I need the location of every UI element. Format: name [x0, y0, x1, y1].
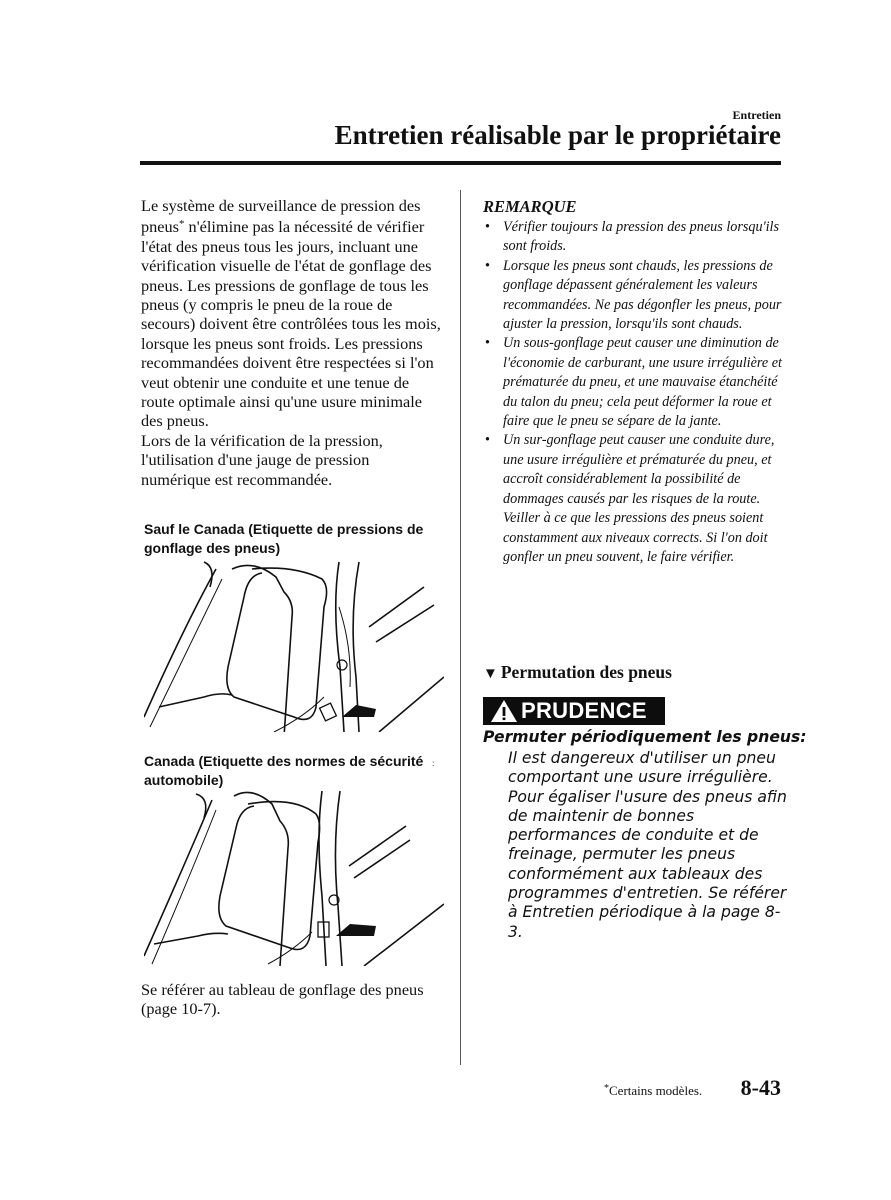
left-column — [141, 196, 441, 489]
remark-item-text: Vérifier toujours la pression des pneus lorsqu'ils sont froids. — [503, 219, 780, 255]
safety-label-location-illustration — [144, 786, 444, 966]
intro-paragraph — [141, 196, 441, 431]
intro-text-start: Le système de surveillance de pression des pneus — [141, 196, 421, 237]
scan-mark: : — [432, 758, 435, 768]
gauge-paragraph: Lors de la vérification de la pression, l'utilisation d'une jauge de pression numérique est recommandée. — [141, 430, 383, 489]
bullet-icon: • — [485, 335, 490, 352]
triangle-down-icon: ▼ — [483, 666, 498, 682]
footnote-text: Certains modèles. — [609, 1083, 703, 1098]
tire-rotation-heading — [483, 662, 672, 683]
caution-badge — [483, 697, 665, 725]
figure1-caption: Sauf le Canada (Etiquette de pressions de gonflage des pneus) — [144, 521, 424, 556]
remark-item — [483, 431, 788, 509]
tire-label-location-illustration — [144, 557, 444, 732]
right-column — [483, 197, 788, 567]
caution-body: Il est dangereux d'utiliser un pneu comportant une usure irrégulière. Pour égaliser l'usure des pneus afin de maintenir de bonnes performances de conduite et de freinage, permuter les pneus conformément aux tableaux des programmes d'entretien. Se référer à Entretien périodique à la page 8-3. — [508, 749, 787, 941]
bullet-icon: • — [485, 432, 490, 449]
header-rule — [140, 161, 781, 165]
remark-item — [483, 257, 788, 335]
section-label: Entretien — [732, 108, 781, 122]
caution-lead: Permuter périodiquement les pneus: — [483, 728, 807, 746]
remark-item — [483, 218, 788, 257]
tire-rotation-heading-text: Permutation des pneus — [500, 662, 672, 682]
bullet-icon: • — [485, 219, 490, 235]
footnote — [604, 1083, 702, 1099]
caution-label: PRUDENCE — [521, 698, 647, 723]
remark-item-text: Un sur-gonflage peut causer une conduite dure, une usure irrégulière et prématurée du pneu, et accroît considérablement la possibilité de dommages causés par les risques de la route. — [503, 432, 775, 507]
remark-item-text: Un sous-gonflage peut causer une diminution de l'économie de carburant, une usure irrégulière et prématurée du pneu, et une mauvaise étanchéité du talon du pneu; cela peut déformer la roue et faire que le pneu se sépare de la jante. — [503, 335, 782, 430]
remark-item — [483, 334, 788, 431]
page-title: Entretien réalisable par le propriétaire — [334, 120, 781, 150]
tire-inflation-table-reference: Se référer au tableau de gonflage des pneus (page 10-7). — [141, 980, 424, 1019]
footnote-star: * — [178, 218, 185, 231]
warning-triangle-icon — [489, 698, 519, 724]
bullet-icon: • — [485, 257, 490, 274]
column-divider — [460, 190, 461, 1065]
remark-title: REMARQUE — [483, 197, 577, 216]
intro-text-end: n'élimine pas la nécessité de vérifier l'état des pneus tous les jours, incluant une vérification visuelle de l'état de gonflage des pneus. Les pressions de gonflage de tous les pneus (y compris le pneu de la roue de secours) doivent être contrôlées tous les mois, lorsque les pneus sont froids. Les pressions recommandées doivent être respectées si l'on veut obtenir une conduite et une tenue de route optimale ainsi qu'une usure minimale des pneus. — [141, 217, 441, 431]
remark-list — [483, 218, 788, 509]
page-number: 8-43 — [740, 1075, 781, 1100]
footnote-star: * — [604, 1083, 609, 1094]
figure2-caption: Canada (Etiquette des normes de sécurité automobile) — [144, 753, 424, 788]
remark-item-text: Lorsque les pneus sont chauds, les pressions de gonflage dépassent généralement les valeurs recommandées. Ne pas dégonfler les pneus, pour ajuster la pression, lorsqu'ils sont chauds. — [503, 257, 782, 333]
remark-extra-note: Veiller à ce que les pressions des pneus soient constamment aux niveaux corrects. Si l'on doit gonfler un pneu souvent, le faire vérifier. — [503, 510, 768, 565]
